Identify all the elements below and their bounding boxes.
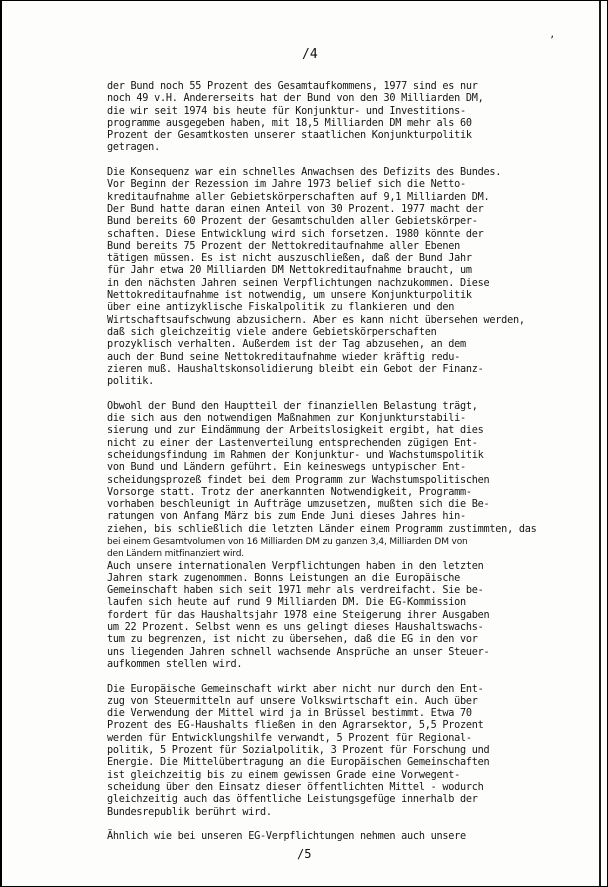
text-line: schaften. Diese Entwicklung wird sich forsetzen. 1980 könnte der <box>107 228 484 240</box>
text-line: Die Europäische Gemeinschaft wirkt aber nicht nur durch den Ent- <box>107 683 484 695</box>
text-line: politik. <box>107 376 155 388</box>
text-line: Obwohl der Bund den Hauptteil der finanziellen Belastung trägt, <box>107 400 478 412</box>
text-line: Energie. Die Mittelübertragung an die Europäischen Gemeinschaften <box>107 757 490 769</box>
text-line: getragen. <box>107 142 160 154</box>
text-line: Nettokreditaufnahme ist notwendig, um unsere Konjunkturpolitik <box>107 290 472 302</box>
text-line: kreditaufnahme aller Gebietskörperschaften auf 9,1 Milliarden DM. <box>107 191 490 203</box>
text-line: scheidung über den Einsatz dieser öffentlichten Mittel - wodurch <box>107 781 484 793</box>
text-line: Auch unsere internationalen Verpflichtungen haben in den letzten <box>107 560 484 572</box>
paragraph-2 <box>107 167 567 388</box>
text-line: der Bund noch 55 Prozent des Gesamtaufkommens, 1977 sind es nur <box>107 81 478 92</box>
text-line: den Ländern mitfinanziert wird. <box>107 549 244 560</box>
text-line: Vorsorge statt. Trotz der anerkannten Notwendigkeit, Programm- <box>107 486 472 498</box>
text-line: gleichzeitig auch das öffentliche Leistungsgefüge innerhalb der <box>107 794 478 806</box>
text-line: Prozent der Gesamtkosten unserer staatlichen Konjunkturpolitik <box>107 130 472 142</box>
paragraph-3 <box>107 401 567 672</box>
text-line: um 22 Prozent. Selbst wenn es uns gelingt dieses Haushaltswachs- <box>107 622 484 634</box>
text-line: noch 49 v.H. Andererseits hat der Bund von den 30 Milliarden DM, <box>107 93 484 105</box>
paragraph-1 <box>107 81 567 155</box>
text-line: auch der Bund seine Nettokreditaufnahme wieder kräftig redu- <box>107 351 461 363</box>
text-line: scheidungsprozeß findet bei dem Programm zur Wachstumspolitischen <box>107 474 490 486</box>
text-line: tum zu begrenzen, ist nicht zu übersehen, daß die EG in den vor <box>107 634 478 646</box>
text-line: laufen sich heute auf rund 9 Milliarden DM. Die EG-Kommission <box>107 597 466 609</box>
text-line: für Jahr etwa 20 Milliarden DM Nettokreditaufnahme braucht, um <box>107 265 472 277</box>
corner-mark: ʼ <box>549 35 556 46</box>
text-line: Bundesrepublik berührt wird. <box>107 806 272 818</box>
text-line: bei einem Gesamtvolumen von 16 Milliarden DM zu ganzen 3,4, Milliarden DM von <box>107 536 468 547</box>
text-line: nicht zu einer der Lastenverteilung entsprechenden zügigen Ent- <box>107 437 478 449</box>
text-line: über eine antizyklische Fiskalpolitik zu flankieren und den <box>107 302 455 314</box>
text-line: aufkommen stellen wird. <box>107 658 243 670</box>
paragraph-5 <box>107 831 567 843</box>
text-line: vorhaben beschleunigt in Aufträge umzusetzen, mußten sich die Be- <box>107 499 490 511</box>
text-line: uns liegenden Jahren schnell wachsende Ansprüche an unser Steuer- <box>107 646 490 658</box>
text-line: ist gleichzeitig bis zu einem gewissen Grade eine Vorwegent- <box>107 769 461 781</box>
text-line: Bund bereits 60 Prozent der Gesamtschulden aller Gebietskörper- <box>107 216 478 228</box>
text-line: programme ausgegeben haben, mit 18,5 Milliarden DM mehr als 60 <box>107 117 472 129</box>
next-page-marker: /5 <box>297 847 312 861</box>
text-line: die sich aus den notwendigen Maßnahmen zur Konjunkturstabili- <box>107 413 466 425</box>
text-line: Bund bereits 75 Prozent der Nettokreditaufnahme aller Ebenen <box>107 240 461 252</box>
text-line: prozyklisch verhalten. Außerdem ist der Tag abzusehen, an dem <box>107 339 466 351</box>
text-line: Wirtschaftsaufschwung abzusichern. Aber es kann nicht übersehen werden, <box>107 314 525 326</box>
text-line: Ähnlich wie bei unseren EG-Verpflichtungen nehmen auch unsere <box>107 831 466 843</box>
text-line: daß sich gleichzeitig viele andere Gebietskörperschaften <box>107 326 437 338</box>
paragraph-4 <box>107 684 567 819</box>
text-line: von Bund und Ländern geführt. Ein keineswegs untypischer Ent- <box>107 462 466 474</box>
text-line: in den nächsten Jahren seinen Verpflichtungen nachzukommen. Diese <box>107 277 490 289</box>
text-line: ratungen von Anfang März bis zum Ende Juni dieses Jahres hin- <box>107 511 466 523</box>
text-line: scheidungsfindung im Rahmen der Konjunktur- und Wachstumspolitik <box>107 449 484 461</box>
text-line: ziehen, bis schließlich die letzten Länder einem Programm zustimmten, das <box>107 523 537 535</box>
text-line: Der Bund hatte daran einen Anteil von 30 Prozent. 1977 macht der <box>107 203 484 215</box>
text-line: zug von Steuermitteln auf unsere Volkswirtschaft ein. Auch über <box>107 695 478 707</box>
page-number: /4 <box>302 47 318 62</box>
text-line: die Verwendung der Mittel wird ja in Brüssel bestimmt. Etwa 70 <box>107 708 472 720</box>
text-line: fordert für das Haushaltsjahr 1978 eine Steigerung ihrer Ausgaben <box>107 609 490 621</box>
text-line: Die Konsequenz war ein schnelles Anwachsen des Defizits des Bundes. <box>107 167 502 179</box>
text-line: Prozent des EG-Haushalts fließen in den Agrarsektor, 5,5 Prozent <box>107 720 484 732</box>
document-body <box>107 81 567 856</box>
text-line: zieren muß. Haushaltskonsolidierung bleibt ein Gebot der Finanz- <box>107 363 484 375</box>
text-line: die wir seit 1974 bis heute für Konjunktur- und Investitions- <box>107 105 466 117</box>
text-line: tätigen müssen. Es ist nicht auszuschließen, daß der Bund Jahr <box>107 253 472 265</box>
text-line: Jahren stark zugenommen. Bonns Leistungen an die Europäische <box>107 572 461 584</box>
page-left-edge <box>1 1 2 886</box>
page-right-edge <box>599 1 601 886</box>
text-line: werden für Entwicklungshilfe verwandt, 5 Prozent für Regional- <box>107 732 472 744</box>
text-line: sierung und zur Eindämmung der Arbeitslosigkeit ergibt, hat dies <box>107 425 484 437</box>
text-line: Gemeinschaft haben sich seit 1971 mehr als verdreifacht. Sie be- <box>107 585 484 597</box>
text-line: Vor Beginn der Rezession im Jahre 1973 belief sich die Netto- <box>107 179 466 191</box>
text-line: politik, 5 Prozent für Sozialpolitik, 3 Prozent für Forschung und <box>107 745 490 757</box>
